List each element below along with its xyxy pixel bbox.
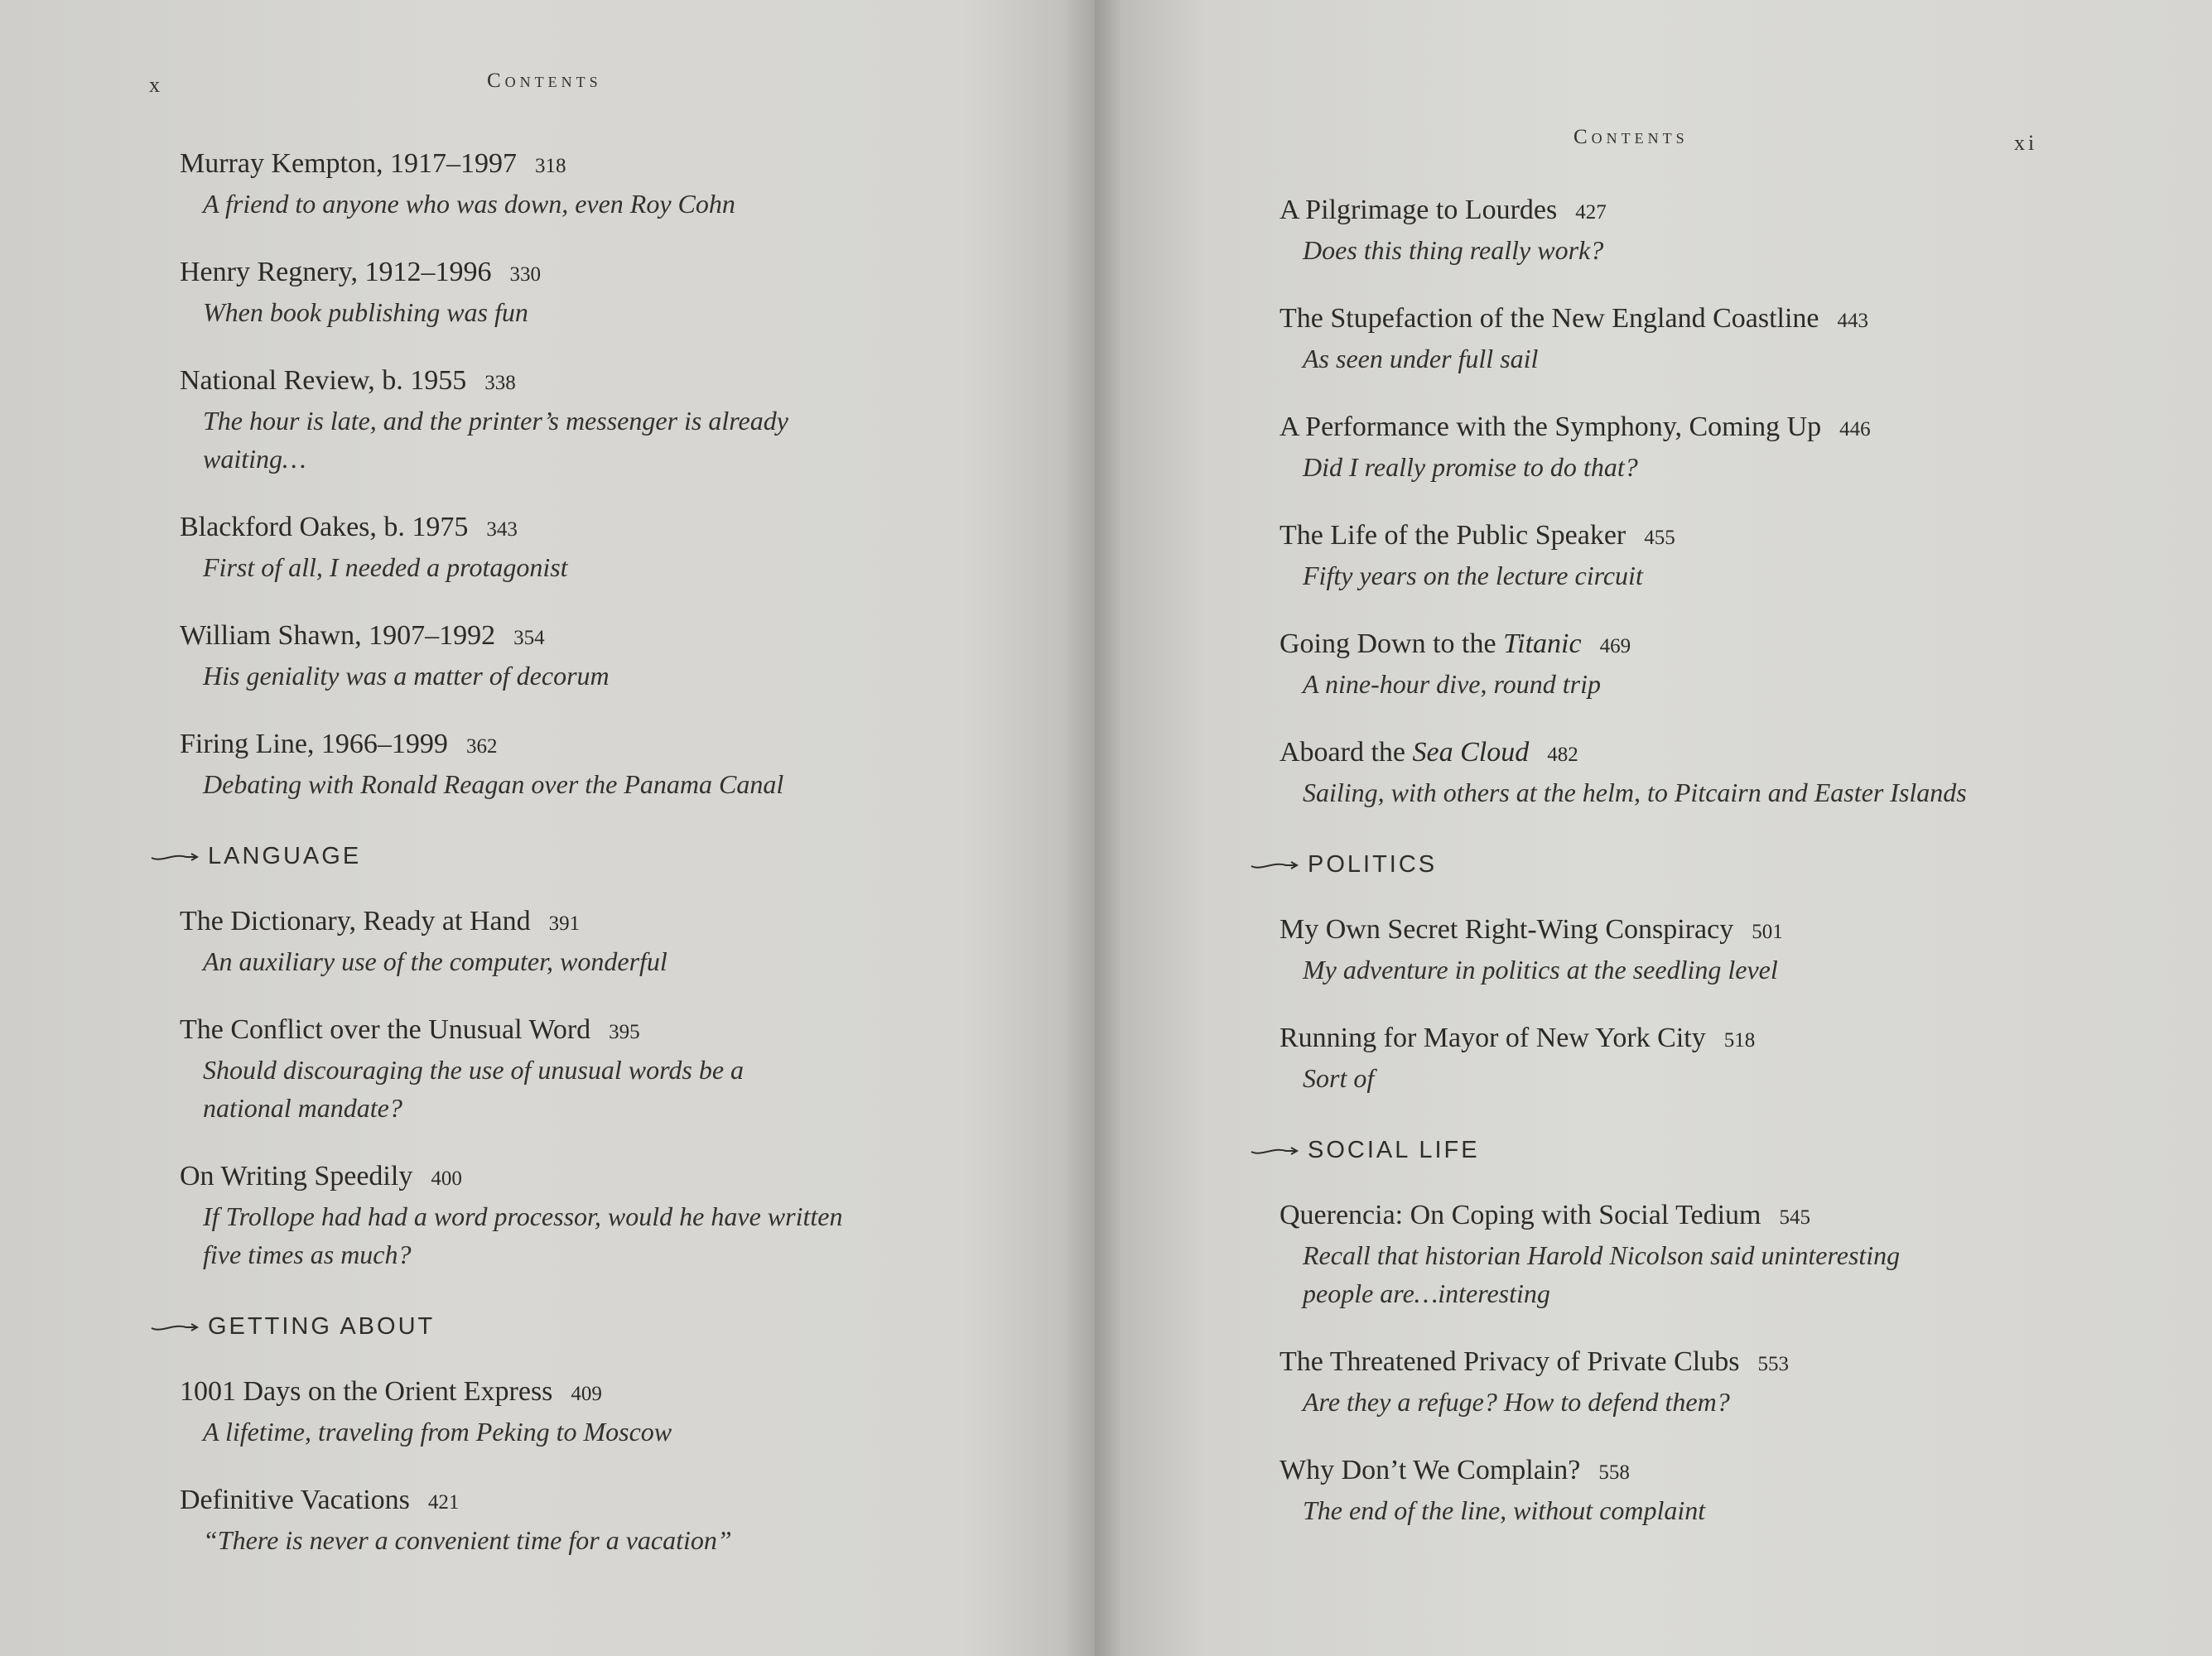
section-heading-label: LANGUAGE <box>208 843 362 869</box>
toc-entry <box>1279 1197 2174 1312</box>
section-heading-getting-about <box>150 1313 1058 1341</box>
toc-entry-title: Querencia: On Coping with Social Tedium <box>1279 1200 1761 1230</box>
toc-entry-page: 558 <box>1598 1461 1630 1484</box>
section-heading-social-life <box>1250 1137 2174 1164</box>
toc-entry-title: Henry Regnery, 1912–1996 <box>180 257 492 287</box>
left-page <box>0 0 1095 1656</box>
toc-entry <box>180 618 1058 695</box>
right-page <box>1095 0 2212 1656</box>
toc-entry-title: A Pilgrimage to Lourdes <box>1279 195 1558 225</box>
toc-entry-subtitle: Should discouraging the use of unusual words be a national mandate? <box>203 1055 745 1123</box>
left-toc-column <box>180 146 1058 1591</box>
toc-entry <box>180 903 1058 980</box>
toc-entry <box>180 726 1058 803</box>
toc-entry-page: 409 <box>571 1383 602 1405</box>
toc-entry-subtitle: Recall that historian Harold Nicolson said uninteresting people are…interesting <box>1303 1240 1901 1308</box>
toc-entry-page: 469 <box>1599 635 1631 657</box>
toc-entry <box>1279 192 2174 269</box>
toc-entry-page: 395 <box>609 1021 640 1043</box>
toc-entry <box>1279 1344 2174 1421</box>
toc-entry-subtitle: Fifty years on the lecture circuit <box>1303 561 1643 590</box>
toc-entry-subtitle: A friend to anyone who was down, even Roy Cohn <box>203 189 735 219</box>
toc-entry-title: Why Don’t We Complain? <box>1279 1455 1581 1485</box>
toc-entry-page: 553 <box>1757 1353 1789 1375</box>
toc-entry <box>1279 409 2174 486</box>
right-page-number: xi <box>2014 131 2038 155</box>
toc-entry-page: 391 <box>548 912 581 935</box>
toc-entry <box>180 363 1058 478</box>
toc-entry-page: 400 <box>431 1167 462 1190</box>
toc-entry-page: 343 <box>486 518 518 541</box>
toc-entry-subtitle: The end of the line, without complaint <box>1303 1495 1706 1525</box>
toc-entry-page: 455 <box>1644 527 1675 549</box>
toc-entry-page: 421 <box>427 1491 460 1514</box>
toc-entry-page: 446 <box>1839 418 1871 440</box>
swash-ornament-icon <box>1250 1144 1301 1158</box>
left-page-number: x <box>149 73 163 97</box>
toc-entry-subtitle: A nine-hour dive, round trip <box>1303 669 1601 699</box>
toc-entry-subtitle: A lifetime, traveling from Peking to Moscow <box>203 1417 672 1447</box>
toc-entry-subtitle: His geniality was a matter of decorum <box>203 661 610 691</box>
toc-entry-page: 545 <box>1779 1206 1811 1229</box>
toc-entry-title: Definitive Vacations <box>180 1485 410 1515</box>
toc-entry-subtitle: Did I really promise to do that? <box>1303 452 1638 482</box>
section-heading-label: GETTING ABOUT <box>208 1313 436 1340</box>
left-running-header: Contents <box>487 70 602 92</box>
toc-entry-subtitle: Does this thing really work? <box>1303 235 1604 265</box>
right-running-header: Contents <box>1573 126 1689 148</box>
toc-entry <box>1279 1452 2174 1529</box>
toc-entry-subtitle: An auxiliary use of the computer, wonderful <box>203 946 667 976</box>
toc-entry <box>1279 1020 2174 1097</box>
toc-entry-title: Murray Kempton, 1917–1997 <box>180 148 518 179</box>
toc-entry-page: 443 <box>1837 310 1868 332</box>
toc-entry <box>180 1158 1058 1273</box>
toc-entry <box>180 509 1058 586</box>
toc-entry-title: My Own Secret Right-Wing Conspiracy <box>1279 914 1734 945</box>
toc-entry <box>180 146 1058 223</box>
toc-entry-title: The Threatened Privacy of Private Clubs <box>1279 1346 1740 1377</box>
toc-entry-title: On Writing Speedily <box>180 1161 413 1191</box>
toc-entry-subtitle: Sailing, with others at the helm, to Pitcairn and Easter Islands <box>1303 777 1967 807</box>
toc-entry-page: 338 <box>484 372 516 394</box>
toc-entry-page: 501 <box>1752 921 1783 943</box>
toc-entry <box>1279 301 2174 378</box>
toc-entry-page: 330 <box>509 263 541 286</box>
toc-entry-title: The Conflict over the Unusual Word <box>180 1014 591 1045</box>
toc-entry-subtitle: Are they a refuge? How to defend them? <box>1303 1387 1730 1417</box>
toc-entry <box>1279 518 2174 595</box>
swash-ornament-icon <box>1250 859 1301 872</box>
section-heading-label: SOCIAL LIFE <box>1308 1137 1480 1163</box>
toc-entry-title: National Review, b. 1955 <box>180 365 467 396</box>
section-heading-language <box>150 843 1058 870</box>
toc-entry <box>1279 626 2174 703</box>
toc-entry-page: 354 <box>513 627 545 649</box>
toc-entry-title: Firing Line, 1966–1999 <box>180 729 448 759</box>
toc-entry-subtitle: Sort of <box>1303 1063 1375 1093</box>
toc-entry-subtitle: If Trollope had had a word processor, would he have written five times as much? <box>203 1201 843 1269</box>
toc-entry <box>180 1374 1058 1451</box>
toc-entry-subtitle: “There is never a convenient time for a vacation” <box>203 1525 732 1555</box>
toc-entry-page: 482 <box>1547 744 1578 766</box>
toc-entry-title: Going Down to the <box>1279 628 1504 659</box>
toc-entry-page: 518 <box>1723 1029 1756 1052</box>
toc-entry-page: 362 <box>465 735 498 758</box>
toc-entry-title: 1001 Days on the Orient Express <box>180 1376 553 1407</box>
swash-ornament-icon <box>150 850 201 864</box>
toc-entry <box>1279 912 2174 989</box>
toc-entry-title: The Stupefaction of the New England Coastline <box>1279 303 1819 334</box>
toc-entry-subtitle: As seen under full sail <box>1303 344 1539 373</box>
toc-entry-page: 318 <box>535 155 566 177</box>
section-heading-label: POLITICS <box>1308 851 1438 878</box>
toc-entry-page: 427 <box>1575 201 1607 224</box>
right-toc-column <box>1279 192 2174 1561</box>
section-heading-politics <box>1250 851 2174 879</box>
toc-entry-subtitle: First of all, I needed a protagonist <box>203 552 568 582</box>
toc-entry-title: Aboard the <box>1279 737 1413 768</box>
toc-entry <box>180 1012 1058 1127</box>
toc-entry-subtitle: Debating with Ronald Reagan over the Panama Canal <box>203 769 784 799</box>
toc-entry-title: William Shawn, 1907–1992 <box>180 620 496 651</box>
toc-entry-subtitle: The hour is late, and the printer’s messenger is already waiting… <box>203 406 788 474</box>
toc-entry-title: Blackford Oakes, b. 1975 <box>180 512 469 542</box>
toc-entry-title: The Life of the Public Speaker <box>1279 520 1626 551</box>
toc-entry-subtitle: My adventure in politics at the seedling level <box>1303 955 1778 984</box>
toc-entry <box>180 254 1058 331</box>
toc-entry-title: Running for Mayor of New York City <box>1279 1023 1706 1053</box>
toc-entry-title-italic: Titanic <box>1503 628 1582 659</box>
toc-entry-subtitle: When book publishing was fun <box>203 297 528 327</box>
toc-entry <box>1279 734 2174 811</box>
toc-entry-title-italic: Sea Cloud <box>1412 737 1530 768</box>
toc-entry <box>180 1482 1058 1559</box>
toc-entry-title: A Performance with the Symphony, Coming Up <box>1279 412 1822 442</box>
toc-entry-title: The Dictionary, Ready at Hand <box>180 906 531 936</box>
swash-ornament-icon <box>150 1321 201 1334</box>
